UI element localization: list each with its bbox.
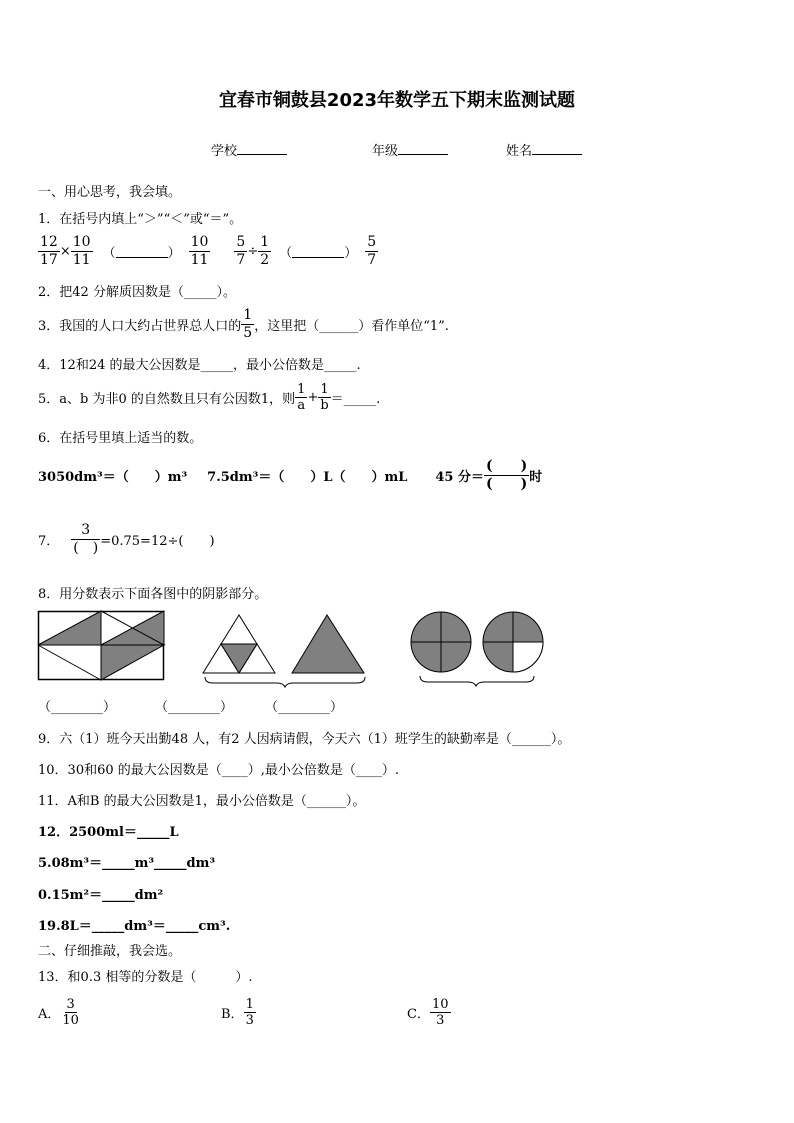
fraction: $\frac{( )}{( )}$ bbox=[486, 458, 528, 492]
question-13: 13．和0.3 相等的分数是（ ）. bbox=[38, 970, 253, 985]
question-9: 9．六（1）班今天出勤48 人，有2 人因病请假，今天六（1）班学生的缺勤率是（______）。 bbox=[38, 732, 571, 747]
question-6: 6．在括号里填上适当的数。 bbox=[38, 431, 203, 446]
fraction: $\frac{10}{11}$ bbox=[72, 234, 91, 268]
question-4: 4．12和24 的最大公因数是_____，最小公倍数是_____. bbox=[38, 358, 361, 373]
answer-blank[interactable] bbox=[116, 245, 168, 258]
figure-answer-2[interactable]: （________） bbox=[155, 700, 234, 715]
circle-figures bbox=[408, 608, 548, 688]
rectangle-figure bbox=[38, 611, 165, 681]
school-label: 学校 bbox=[211, 144, 238, 159]
question-1: 1．在括号内填上“＞”“＜”或“＝”。 bbox=[38, 212, 243, 227]
question-5: 5．a、b 为非0 的自然数且只有公因数1，则 $\frac{1}{a}$ + $\frac{1}{b}$ ＝_____. bbox=[38, 382, 381, 413]
fraction: $\frac{1}{2}$ bbox=[260, 234, 270, 268]
question-1-comparisons: $\frac{12}{17}$ × $\frac{10}{11}$ （ ） $\frac{10}{11}$ $\frac{5}{7}$ ÷ $\frac{1}{2}$ （ ） $\frac{5}{7}$ bbox=[40, 234, 377, 268]
name-label: 姓名 bbox=[506, 144, 533, 159]
triangle-figures bbox=[203, 613, 368, 688]
grade-label: 年级 bbox=[372, 144, 399, 159]
question-6-items: 3050dm³＝（ ）m³ 7.5dm³＝（ ）L（ ）mL 45 分＝ $\frac{( )}{( )}$ 时 bbox=[38, 458, 543, 492]
question-11: 11．A和B 的最大公因数是1，最小公倍数是（______）。 bbox=[38, 794, 366, 809]
fraction: $\frac{1}{3}$ bbox=[245, 997, 254, 1028]
question-10: 10．30和60 的最大公因数是（____）,最小公倍数是（____）. bbox=[38, 763, 400, 778]
question-12-line-4: 19.8L＝_____dm³＝_____cm³. bbox=[38, 919, 231, 934]
page-title: 宜春市铜鼓县2023年数学五下期末监测试题 bbox=[218, 90, 576, 111]
name-field[interactable] bbox=[506, 140, 582, 159]
fraction: $\frac{5}{7}$ bbox=[367, 234, 377, 268]
grade-field[interactable] bbox=[372, 140, 448, 159]
fraction: $\frac{10}{3}$ bbox=[431, 997, 449, 1028]
fraction: $\frac{1}{5}$ bbox=[243, 307, 253, 341]
question-12-line-2: 5.08m³＝_____m³_____dm³ bbox=[38, 856, 216, 871]
option-a[interactable]: A． $\frac{3}{10}$ bbox=[38, 997, 79, 1028]
figure-answer-3[interactable]: （________） bbox=[265, 700, 344, 715]
question-3: 3．我国的人口大约占世界总人口的 $\frac{1}{5}$ ，这里把（______）看作单位“1”. bbox=[38, 307, 449, 341]
section-1-heading: 一、用心思考，我会填。 bbox=[38, 185, 182, 200]
option-b[interactable]: B． $\frac{1}{3}$ bbox=[221, 997, 254, 1028]
figure-answer-1[interactable]: （________） bbox=[38, 700, 117, 715]
fraction: $\frac{1}{b}$ bbox=[320, 382, 329, 413]
option-c[interactable]: C． $\frac{10}{3}$ bbox=[407, 997, 449, 1028]
fraction: $\frac{3}{10}$ bbox=[62, 997, 79, 1028]
section-2-heading: 二、仔细推敲，我会选。 bbox=[38, 944, 182, 959]
question-2: 2．把42 分解质因数是（_____）。 bbox=[38, 285, 236, 300]
school-field[interactable] bbox=[211, 140, 287, 159]
question-12-line-3: 0.15m²＝_____dm² bbox=[38, 888, 164, 903]
question-7: 7． $\frac{3}{( )}$ =0.75=12÷( ) bbox=[38, 522, 215, 556]
answer-blank[interactable] bbox=[292, 245, 344, 258]
fraction: $\frac{3}{( )}$ bbox=[73, 522, 99, 556]
fraction: $\frac{5}{7}$ bbox=[236, 234, 246, 268]
times-sign: × bbox=[59, 244, 71, 259]
question-12-line-1: 12．2500ml＝_____L bbox=[38, 825, 179, 840]
fraction: $\frac{12}{17}$ bbox=[40, 234, 58, 268]
question-8: 8．用分数表示下面各图中的阴影部分。 bbox=[38, 587, 268, 602]
fraction: $\frac{10}{11}$ bbox=[190, 234, 209, 268]
divide-sign: ÷ bbox=[247, 244, 259, 259]
fraction: $\frac{1}{a}$ bbox=[297, 382, 306, 413]
